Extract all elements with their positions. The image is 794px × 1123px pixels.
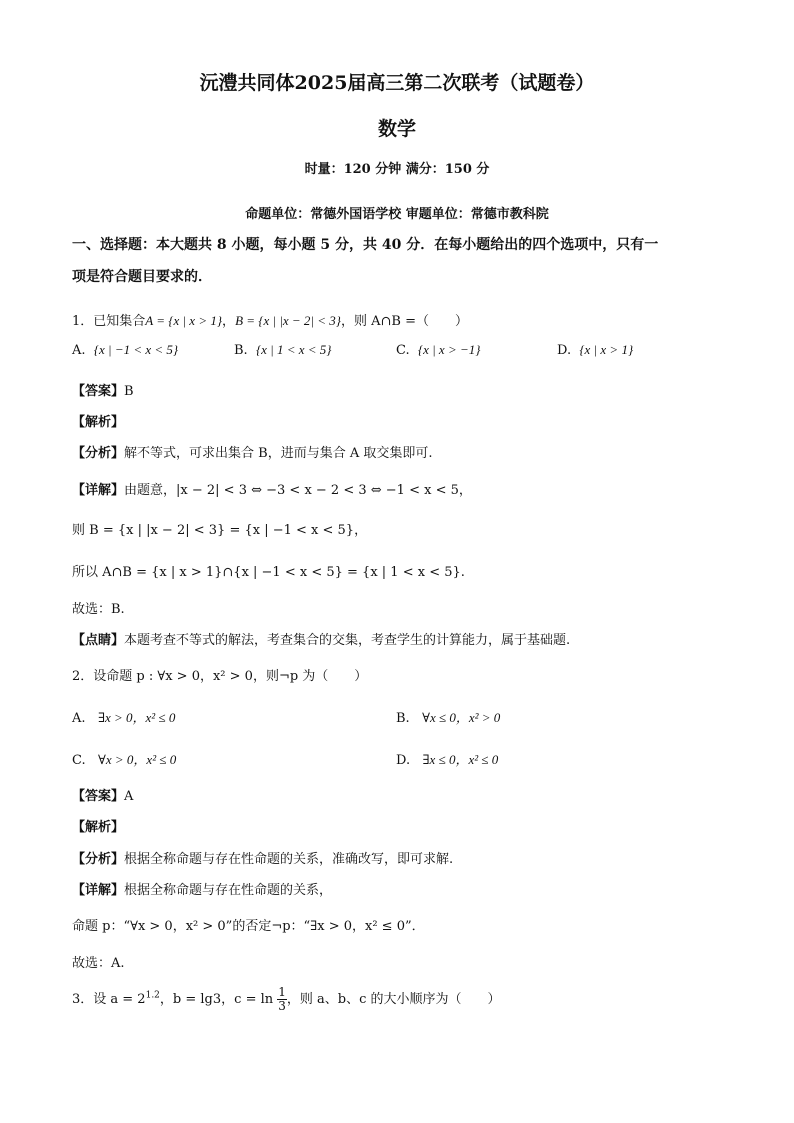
q1-xiangjie-2: 则 B = {x | |x − 2| < 3} = {x | −1 < x < 5}， xyxy=(72,523,368,538)
q1-option-c: C. {x | x > −1} xyxy=(396,342,481,358)
q1-fenxi: 【分析】解不等式，可求出集合 B，进而与集合 A 取交集即可. xyxy=(72,446,433,461)
q3-stem: 3．设 $a = 2^{1.2}$，b = lg3，c = ln $\frac{1}{3}$ ，则 a、b、c 的大小顺序为（ ） xyxy=(72,985,501,1013)
q1-xiangjie-3: 所以 A∩B = {x | x > 1}∩{x | −1 < x < 5} = {x | 1 < x < 5}. xyxy=(72,565,465,580)
q2-option-a: A. ∃x > 0，x² ≤ 0 xyxy=(72,710,176,726)
q1-option-b: B. {x | 1 < x < 5} xyxy=(234,342,332,358)
q1-set-a: A = {x | x > 1} xyxy=(145,313,223,328)
subject-title: 数学 xyxy=(377,118,416,140)
q1-xiangjie-1: 【详解】由题意，|x − 2| < 3 ⇔ −3 < x − 2 < 3 ⇔ −1 < x < 5， xyxy=(72,483,472,498)
q2-answer: 【答案】A xyxy=(72,789,134,804)
q1-stem-prefix: 1．已知集合 xyxy=(72,314,146,329)
q1-dianjing: 【点睛】本题考查不等式的解法，考查集合的交集，考查学生的计算能力，属于基础题. xyxy=(72,633,571,648)
q1-stem-suffix: ，则 A∩B =（ ） xyxy=(340,314,468,329)
q2-xiangjie-2: 命题 p：“∀x > 0，x² > 0”的否定¬p：“∃x > 0，x² ≤ 0”． xyxy=(72,919,425,934)
authoring-units: 命题单位：常德外国语学校 审题单位：常德市教科院 xyxy=(245,207,549,222)
q2-analysis-tag: 【解析】 xyxy=(72,820,125,835)
section-heading-line1: 一、选择题：本大题共 8 小题，每小题 5 分，共 40 分．在每小题给出的四个选项中，只有一 xyxy=(72,237,659,253)
q1-answer: 【答案】B xyxy=(72,384,134,399)
q1-choose: 故选：B. xyxy=(72,602,125,617)
exam-title: 沅澧共同体2025届高三第二次联考（试题卷） xyxy=(199,72,595,94)
q2-xiangjie-1: 【详解】根据全称命题与存在性命题的关系， xyxy=(72,883,333,898)
time-info: 时量：120 分钟 满分：150 分 xyxy=(304,162,490,177)
q1-option-d: D. {x | x > 1} xyxy=(557,342,634,358)
q2-option-d: D. ∃x ≤ 0，x² ≤ 0 xyxy=(396,752,499,768)
q1-stem: 1．已知集合A = {x | x > 1}，B = {x | |x − 2| < 3}，则 A∩B =（ ） xyxy=(72,313,468,329)
q2-choose: 故选：A. xyxy=(72,956,125,971)
q2-fenxi: 【分析】根据全称命题与存在性命题的关系，准确改写，即可求解. xyxy=(72,852,454,867)
q3-fraction: $\frac{1}{3}$ xyxy=(278,985,286,1013)
q3-exponent: 1.2 xyxy=(145,990,160,1001)
q2-option-b: B. ∀x ≤ 0，x² > 0 xyxy=(396,710,501,726)
q1-analysis-tag: 【解析】 xyxy=(72,415,125,430)
q2-option-c: C. ∀x > 0，x² ≤ 0 xyxy=(72,752,177,768)
section-heading-line2: 项是符合题目要求的． xyxy=(72,269,212,285)
q1-set-b: B = {x | |x − 2| < 3} xyxy=(235,313,341,328)
q1-option-a: A. {x | −1 < x < 5} xyxy=(72,342,179,358)
q2-stem: 2．设命题 p : ∀x > 0，x² > 0，则¬p 为（ ） xyxy=(72,669,368,684)
